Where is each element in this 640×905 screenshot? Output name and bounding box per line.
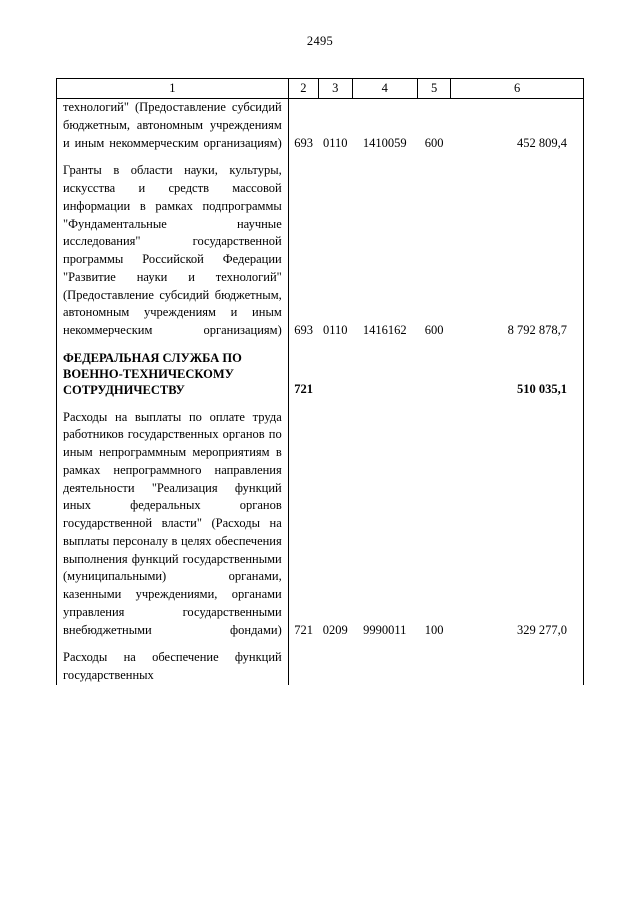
row-target-item: 1416162 [362,323,407,337]
row-target-item [352,649,417,685]
table-row [57,409,584,640]
row-expense-type: 600 [424,323,444,337]
row-expense-type [417,649,451,685]
row-amount: 8 792 878,7 [451,162,584,340]
row-description: Расходы на выплаты по оплате труда работников государственных органов по иным непрограммным мероприятиям в рамках непрограммного направления деятельности "Реализация функций иных федеральных органов государственной власти" (Расходы на выплаты персоналу в целях обеспечения выполнения функций государственными (муниципальными) органами, казенными учреждениями, органами управления государственными внебюджетными фондами) [57,409,289,640]
row-chapter [288,649,318,685]
row-section [318,649,352,685]
row-description: технологий" (Предоставление субсидий бюджетным, автономным учреждениям и иным некоммерческим организациям) [57,99,289,153]
table-header-cell-1: 1 [57,79,289,99]
row-amount: 452 809,4 [451,99,584,153]
row-amount: 329 277,0 [451,409,584,640]
row-target-item: 1410059 [362,135,407,150]
row-spacer [57,639,584,649]
table-row [57,99,584,153]
row-chapter: 721 [294,622,313,637]
table-header-cell-5: 5 [417,79,451,99]
row-section: 0110 [322,323,348,337]
budget-table [56,78,584,685]
table-header-cell-4: 4 [352,79,417,99]
table-header-cell-3: 3 [318,79,352,99]
row-amount: 510 035,1 [451,350,584,399]
row-section [318,350,352,399]
row-expense-type: 600 [424,135,444,150]
table-row-section-title [57,350,584,399]
table-header-cell-6: 6 [451,79,584,99]
row-section: 0209 [322,622,348,637]
table-row [57,649,584,685]
row-description: ФЕДЕРАЛЬНАЯ СЛУЖБА ПО ВОЕННО-ТЕХНИЧЕСКОМУ СОТРУДНИЧЕСТВУ [57,350,289,399]
row-target-item: 9990011 [363,622,407,637]
row-section: 0110 [322,135,348,150]
row-description: Расходы на обеспечение функций государственных [57,649,289,685]
row-description: Гранты в области науки, культуры, искусства и средств массовой информации в рамках подпрограммы "Фундаментальные научные исследования" государственной программы Российской Федерации "Развитие науки и технологий" (Предоставление субсидий бюджетным, автономным учреждениям и иным некоммерческим организациям) [57,162,289,340]
table-row [57,162,584,340]
row-target-item [352,350,417,399]
row-amount [451,649,584,685]
row-chapter: 721 [294,381,313,396]
row-expense-type [417,350,451,399]
table-header-row [57,79,584,99]
row-chapter: 693 [294,323,313,337]
row-spacer [57,340,584,350]
row-expense-type: 100 [424,622,444,637]
page-number: 2495 [306,34,334,48]
row-spacer [57,152,584,162]
row-chapter: 693 [294,135,313,150]
table-header-cell-2: 2 [288,79,318,99]
row-spacer [57,399,584,409]
